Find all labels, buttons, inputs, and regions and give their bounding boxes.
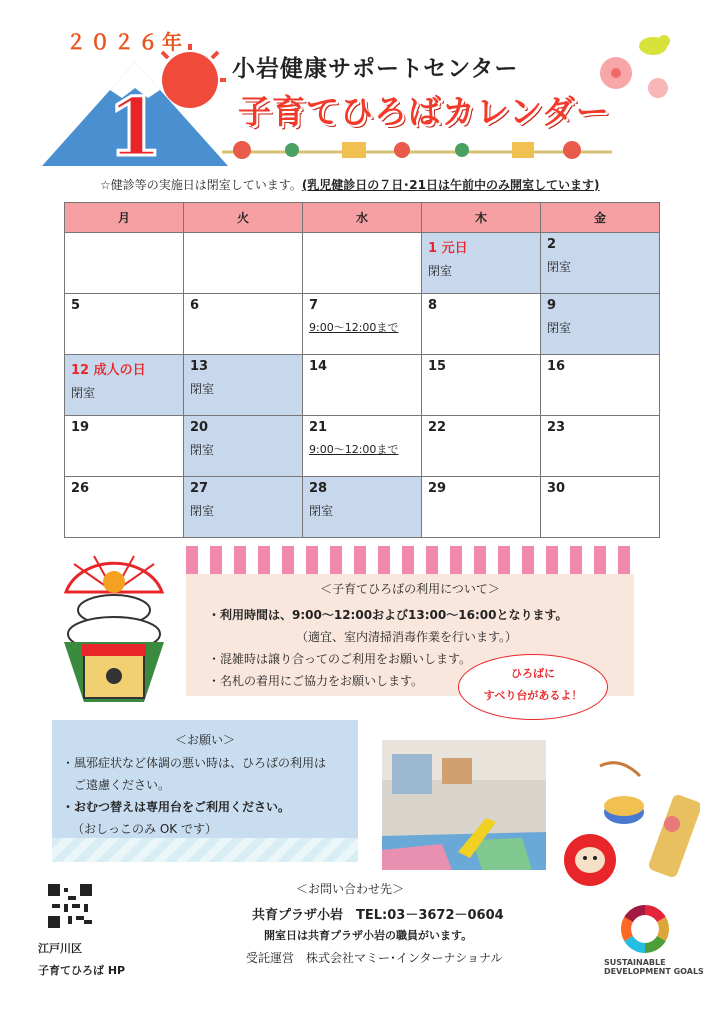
calendar-week-row [65,416,660,477]
speech-bubble [458,654,608,720]
month-number: 1 [107,80,163,170]
contact-staff-note: 開室日は共育プラザ小岩の職員がいます。 [264,929,473,942]
calendar-day-cell [65,233,184,294]
weekday-header: 金 [541,203,660,233]
calendar-day-cell [303,477,422,538]
calendar-day-cell [422,294,541,355]
open-hours-note: 9:00～12:00まで [309,443,399,456]
calendar-day-cell [65,294,184,355]
new-year-garland-decoration [222,138,612,164]
closed-note: 閉室 [190,382,215,396]
closed-note: 閉室 [547,260,572,274]
calendar-day-cell [422,416,541,477]
closed-note: 閉室 [309,504,334,518]
usage-line-share: ・混雑時は譲り合ってのご利用をお願いします。 [208,652,472,666]
day-number: 27 [190,481,209,496]
closed-note: 閉室 [71,386,96,400]
calendar-day-cell [422,233,541,294]
request-line-ok: （おしっこのみ OK です） [72,822,217,836]
year-label: ２０２６年 [66,30,186,54]
day-number: 19 [71,420,90,435]
sdgs-label: SUSTAINABLE DEVELOPMENT GOALS [604,958,704,976]
usage-heading: ＜子育てひろばの利用について＞ [320,582,500,596]
calendar-day-cell [184,416,303,477]
day-number: 12 成人の日 [71,363,146,378]
calendar-day-cell [541,477,660,538]
calendar-week-row [65,355,660,416]
request-line-refrain: ご遠慮ください。 [74,778,171,792]
weekday-header: 木 [422,203,541,233]
day-number: 15 [428,359,447,374]
day-number: 28 [309,481,328,496]
day-number: 26 [71,481,90,496]
calendar-day-cell [541,233,660,294]
calendar-day-cell [303,233,422,294]
calendar-day-cell [541,416,660,477]
calendar-day-cell [422,355,541,416]
day-number: 20 [190,420,209,435]
daruma-top-illustration [560,756,700,892]
notice-text [100,176,599,193]
bird-flower-decoration [598,28,684,102]
weekday-header-row [65,203,660,233]
usage-line-hours: ・利用時間は、9:00～12:00および13:00～16:00となります。 [208,608,568,622]
center-name: 小岩健康サポートセンター [232,56,519,82]
day-number: 21 [309,420,328,435]
closed-note: 閉室 [428,264,453,278]
day-number: 6 [190,298,200,313]
calendar-table [64,202,660,538]
calendar-day-cell [541,294,660,355]
kagami-mochi-illustration [54,552,174,702]
day-number: 23 [547,420,566,435]
calendar-day-cell [541,355,660,416]
checker-stripe-decoration [186,546,634,574]
calendar-day-cell [422,477,541,538]
day-number: 1 元日 [428,241,468,256]
calendar-day-cell [184,477,303,538]
calendar-week-row [65,294,660,355]
day-number: 7 [309,298,319,313]
calendar-day-cell [184,355,303,416]
request-line-diaper: ・おむつ替えは専用台をご利用ください。 [62,800,291,814]
bubble-line-2: すべり台があるよ！ [483,689,583,702]
playroom-photo [382,740,546,870]
calendar-week-row [65,233,660,294]
contact-heading: ＜お問い合わせ先＞ [296,882,405,896]
day-number: 9 [547,298,557,313]
closed-note: 閉室 [547,321,572,335]
weekday-header: 火 [184,203,303,233]
request-heading: ＜お願い＞ [174,733,235,747]
mount-fuji-illustration [40,40,230,170]
day-number: 2 [547,237,557,252]
calendar-day-cell [65,416,184,477]
closed-note: 閉室 [190,443,215,457]
contact-phone[interactable]: 共育プラザ小岩 TEL:03－3672－0604 [252,908,504,923]
day-number: 16 [547,359,566,374]
page-title: 子育てひろばカレンダー [238,92,610,131]
open-hours-note: 9:00～12:00まで [309,321,399,334]
calendar-day-cell [184,233,303,294]
calendar-day-cell [303,294,422,355]
calendar-day-cell [65,477,184,538]
day-number: 30 [547,481,566,496]
request-line-illness: ・風邪症状など体調の悪い時は、ひろばの利用は [62,756,327,770]
contact-operator: 受託運営 株式会社マミー･インターナショナル [246,951,503,965]
day-number: 8 [428,298,438,313]
day-number: 5 [71,298,81,313]
closed-note: 閉室 [190,504,215,518]
calendar-week-row [65,477,660,538]
wave-decoration [52,838,358,862]
ward-label: 江戸川区 [38,942,82,955]
bubble-line-1: ひろばに [511,667,555,680]
qr-code[interactable] [48,884,92,928]
usage-line-cleaning: （適宜、室内清掃消毒作業を行います。） [296,630,518,644]
day-number: 13 [190,359,209,374]
calendar-day-cell [303,416,422,477]
sdgs-wheel-icon [618,902,672,956]
notice-underline: (乳児健診日の７日･21日は午前中のみ開室しています) [301,178,600,192]
day-number: 29 [428,481,447,496]
homepage-label[interactable]: 子育てひろば HP [38,964,126,977]
calendar-day-cell [184,294,303,355]
calendar-day-cell [65,355,184,416]
notice-main: ☆健診等の実施日は閉室しています。 [100,178,302,192]
weekday-header: 月 [65,203,184,233]
day-number: 22 [428,420,447,435]
calendar-body [65,233,660,538]
usage-line-nametag: ・名札の着用にご協力をお願いします。 [208,674,424,688]
day-number: 14 [309,359,328,374]
calendar-day-cell [303,355,422,416]
weekday-header: 水 [303,203,422,233]
